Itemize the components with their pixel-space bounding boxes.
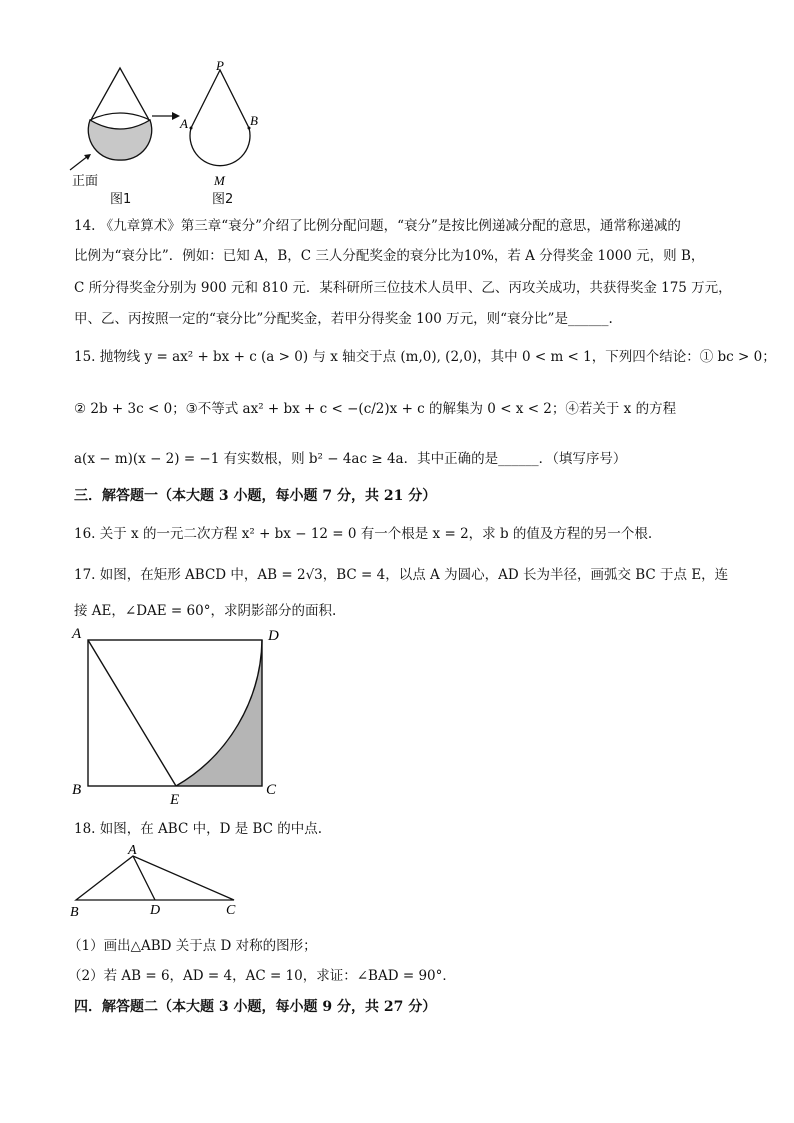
figure-q17 (66, 624, 296, 810)
q15-line-3: a(x − m)(x − 2) = −1 有实数根，则 b² − 4ac ≥ 4a．其中正确的是______．（填写序号） (74, 451, 627, 467)
q14-line-4: 甲、乙、丙按照一定的“衰分比”分配奖金，若甲分得奖金 100 万元，则“衰分比”是______. (74, 311, 613, 327)
q14-line-2: 比例为“衰分比”．例如：已知 A，B，C 三人分配奖金的衰分比为10%，若 A 分得奖金 1000 元，则 B， (74, 248, 705, 264)
q18-label-d: D (150, 903, 161, 918)
q14-line-3: C 所分得奖金分别为 900 元和 810 元．某科研所三位技术人员甲、乙、丙攻关成功，共获得奖金 175 万元， (74, 280, 732, 296)
label-fig2: 图2 (212, 192, 234, 207)
label-a: A (180, 116, 188, 131)
q17-label-b: B (72, 782, 82, 798)
fig2-drop-outline (190, 70, 250, 166)
q17-label-e: E (170, 792, 180, 808)
q17-label-a: A (72, 626, 82, 642)
q16-text: 16. 关于 x 的一元二次方程 x² + bx − 12 = 0 有一个根是 x = 2，求 b 的值及方程的另一个根. (74, 526, 653, 542)
q18-part-1: （1）画出△ABD 关于点 D 对称的图形； (68, 938, 317, 954)
q15-line-2: ② 2b + 3c < 0；③不等式 ax² + bx + c < −(c/2)x + c 的解集为 0 < x < 2；④若关于 x 的方程 (74, 401, 677, 417)
label-p: P (216, 58, 224, 73)
q18-part-2: （2）若 AB = 6，AD = 4，AC = 10，求证：∠BAD = 90°． (68, 968, 456, 984)
q18-triangle-abc (76, 856, 234, 900)
q17-label-d: D (268, 628, 279, 644)
q18-segment-ad (133, 856, 155, 900)
point-a-dot (190, 127, 193, 130)
label-fig1: 图1 (110, 192, 132, 207)
q18-line-1: 18. 如图，在 ABC 中，D 是 BC 的中点. (74, 821, 323, 837)
front-arrow-head (84, 154, 91, 160)
q17-shaded-region (176, 640, 262, 786)
q14-line-1: 14. 《九章算术》第三章“衰分”介绍了比例分配问题，“衰分”是按比例递减分配的意思，通常称递减的 (74, 218, 681, 234)
q17-segment-ae (88, 640, 176, 786)
label-b: B (250, 113, 258, 128)
arrow-head (172, 112, 180, 120)
label-m: M (214, 173, 225, 188)
q15-line-1: 15. 抛物线 y = ax² + bx + c (a > 0) 与 x 轴交于点 (m,0), (2,0)，其中 0 < m < 1，下列四个结论：① bc > 0； (74, 349, 776, 365)
q18-label-c: C (226, 903, 236, 918)
section-4-heading: 四．解答题二（本大题 3 小题，每小题 9 分，共 27 分） (74, 999, 437, 1015)
front-arrow-line (70, 156, 88, 170)
label-front: 正面 (72, 174, 99, 189)
q18-label-b: B (70, 905, 79, 920)
q17-line-1: 17. 如图，在矩形 ABCD 中，AB = 2√3，BC = 4，以点 A 为圆心，AD 长为半径，画弧交 BC 于点 E，连 (74, 567, 729, 583)
figure-q18 (66, 842, 256, 920)
q17-label-c: C (266, 782, 277, 798)
q18-label-a: A (128, 843, 137, 858)
q17-line-2: 接 AE，∠DAE = 60°，求阴影部分的面积. (74, 603, 337, 619)
section-3-heading: 三．解答题一（本大题 3 小题，每小题 7 分，共 21 分） (74, 488, 437, 504)
